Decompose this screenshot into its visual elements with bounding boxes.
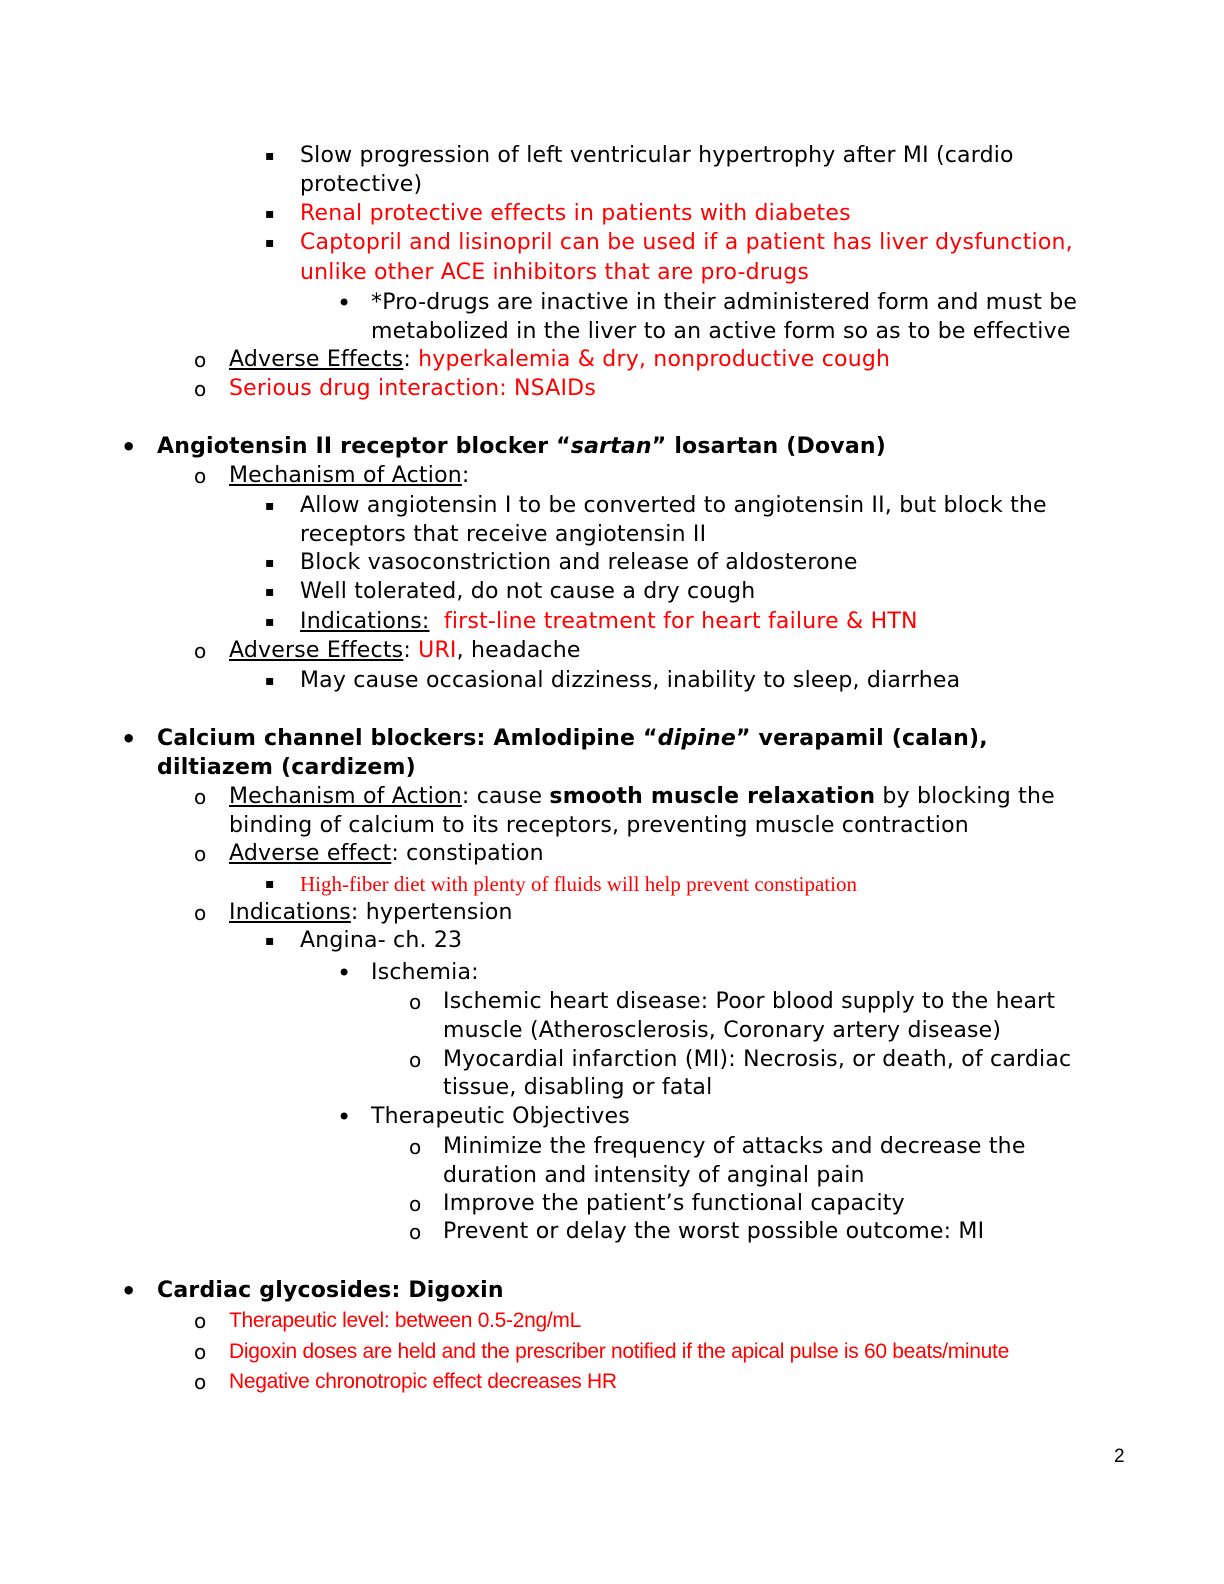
- ccb-moa: [229, 783, 1055, 811]
- digoxin-chronotropic: Negative chronotropic effect decreases HR: [229, 1370, 617, 1393]
- indications-value: : hypertension: [350, 900, 513, 925]
- square-bullet-icon: ▪: [265, 206, 275, 222]
- square-bullet-icon: ▪: [265, 148, 275, 164]
- arb-indications: [300, 608, 918, 636]
- dot-bullet-icon: •: [121, 725, 137, 753]
- circle-bullet-icon: o: [409, 1048, 422, 1072]
- ace-prodrug-note: *Pro-drugs are inactive in their administered form and must be: [371, 290, 1078, 315]
- moa-label: Mechanism of Action: [229, 784, 462, 809]
- dot-bullet-icon: •: [121, 433, 137, 461]
- arb-moa-point-1-cont: receptors that receive angiotensin II: [300, 522, 707, 547]
- adverse-effects-label: Adverse Effects: [229, 347, 404, 372]
- dot-bullet-icon: •: [121, 1277, 137, 1305]
- adverse-effects-label: Adverse Effects: [229, 638, 404, 663]
- circle-bullet-icon: o: [409, 1192, 422, 1216]
- ccb-adverse: [229, 840, 544, 868]
- arb-heading: [157, 433, 886, 461]
- circle-bullet-icon: o: [409, 1220, 422, 1244]
- circle-bullet-icon: o: [194, 1309, 207, 1333]
- ccb-moa-bold: smooth muscle relaxation: [549, 784, 876, 809]
- ccb-therapeutic-2: Improve the patient’s functional capacity: [443, 1191, 905, 1216]
- ccb-moa-cont: binding of calcium to its receptors, preventing muscle contraction: [229, 813, 969, 838]
- adverse-effect-label: Adverse effect: [229, 841, 392, 866]
- digoxin-heading: Cardiac glycosides: Digoxin: [157, 1278, 504, 1303]
- circle-bullet-icon: o: [194, 1340, 207, 1364]
- circle-bullet-icon: o: [194, 348, 207, 372]
- ccb-moa-pre: : cause: [461, 784, 550, 809]
- arb-adverse-effects: Adverse Effects: URI, headache: [229, 638, 581, 663]
- ccb-therapeutic: Therapeutic Objectives: [371, 1104, 630, 1129]
- ccb-therapeutic-1-cont: duration and intensity of anginal pain: [443, 1163, 865, 1188]
- square-bullet-icon: ▪: [265, 933, 275, 949]
- square-bullet-icon: ▪: [265, 673, 275, 689]
- digoxin-therapeutic-level: Therapeutic level: between 0.5-2ng/mL: [229, 1309, 581, 1332]
- dot-bullet-icon: •: [337, 959, 352, 987]
- ccb-heading-post: ” verapamil (calan),: [736, 726, 988, 751]
- arb-adverse-point: May cause occasional dizziness, inability to sleep, diarrhea: [300, 668, 961, 693]
- circle-bullet-icon: o: [194, 901, 207, 925]
- ace-point-renal: Renal protective effects in patients with diabetes: [300, 201, 851, 226]
- dot-bullet-icon: •: [337, 1103, 352, 1131]
- ccb-moa-post: by blocking the: [875, 784, 1055, 809]
- ccb-heading-cont: diltiazem (cardizem): [157, 755, 416, 780]
- arb-moa: Mechanism of Action:: [229, 463, 470, 488]
- ccb-therapeutic-3: Prevent or delay the worst possible outcome: MI: [443, 1219, 985, 1244]
- ccb-ischemia-1: Ischemic heart disease: Poor blood supply to the heart: [443, 989, 1056, 1014]
- adverse-effects-rest: , headache: [456, 638, 581, 663]
- circle-bullet-icon: o: [194, 464, 207, 488]
- arb-moa-point-1: Allow angiotensin I to be converted to angiotensin II, but block the: [300, 493, 1047, 518]
- square-bullet-icon: ▪: [265, 614, 275, 630]
- indications-value: first-line treatment for heart failure & HTN: [443, 609, 918, 634]
- ccb-heading-pre: Calcium channel blockers: Amlodipine “: [157, 726, 658, 751]
- ace-point-ventricular-cont: protective): [300, 172, 423, 197]
- ccb-ischemia: Ischemia:: [371, 960, 479, 985]
- dot-bullet-icon: •: [337, 289, 352, 317]
- ccb-angina: Angina- ch. 23: [300, 928, 463, 953]
- ace-point-ventricular: Slow progression of left ventricular hypertrophy after MI (cardio: [300, 143, 1014, 168]
- square-bullet-icon: ▪: [265, 555, 275, 571]
- square-bullet-icon: ▪: [265, 584, 275, 600]
- adverse-effects-value: hyperkalemia & dry, nonproductive cough: [418, 347, 891, 372]
- arb-heading-italic: sartan: [570, 434, 652, 459]
- ccb-fiber-tip: High-fiber diet with plenty of fluids will help prevent constipation: [300, 872, 857, 896]
- ccb-heading: [157, 725, 988, 753]
- ccb-ischemia-2-cont: tissue, disabling or fatal: [443, 1075, 713, 1100]
- ccb-heading-italic: dipine: [657, 726, 737, 751]
- circle-bullet-icon: o: [409, 1135, 422, 1159]
- circle-bullet-icon: o: [194, 639, 207, 663]
- circle-bullet-icon: o: [409, 990, 422, 1014]
- ace-point-captopril-cont: unlike other ACE inhibitors that are pro-drugs: [300, 260, 810, 285]
- page-number: 2: [1114, 1446, 1125, 1467]
- square-bullet-icon: ▪: [265, 876, 275, 892]
- arb-heading-post: ” losartan (Dovan): [651, 434, 886, 459]
- ace-prodrug-note-cont: metabolized in the liver to an active form so as to be effective: [371, 319, 1071, 344]
- ace-drug-interaction: Serious drug interaction: NSAIDs: [229, 376, 596, 401]
- arb-moa-point-3: Well tolerated, do not cause a dry cough: [300, 579, 756, 604]
- arb-moa-point-2: Block vasoconstriction and release of aldosterone: [300, 550, 858, 575]
- circle-bullet-icon: o: [194, 377, 207, 401]
- indications-label: Indications:: [300, 609, 430, 634]
- circle-bullet-icon: o: [194, 842, 207, 866]
- ccb-therapeutic-1: Minimize the frequency of attacks and decrease the: [443, 1134, 1026, 1159]
- circle-bullet-icon: o: [194, 1370, 207, 1394]
- indications-label: Indications: [229, 900, 351, 925]
- ace-adverse-effects: Adverse Effects: hyperkalemia & dry, nonproductive cough: [229, 347, 891, 372]
- adverse-effect-value: : constipation: [391, 841, 544, 866]
- arb-heading-pre: Angiotensin II receptor blocker “: [157, 434, 571, 459]
- ace-point-captopril: Captopril and lisinopril can be used if a patient has liver dysfunction,: [300, 230, 1073, 255]
- moa-label: Mechanism of Action: [229, 463, 462, 488]
- ccb-ischemia-1-cont: muscle (Atherosclerosis, Coronary artery disease): [443, 1018, 1002, 1043]
- adverse-effects-uri: URI: [418, 638, 457, 663]
- ccb-ischemia-2: Myocardial infarction (MI): Necrosis, or death, of cardiac: [443, 1047, 1072, 1072]
- square-bullet-icon: ▪: [265, 235, 275, 251]
- square-bullet-icon: ▪: [265, 498, 275, 514]
- digoxin-hold-doses: Digoxin doses are held and the prescriber notified if the apical pulse is 60 beats/minute: [229, 1340, 1009, 1363]
- ccb-indications: [229, 899, 513, 927]
- circle-bullet-icon: o: [194, 785, 207, 809]
